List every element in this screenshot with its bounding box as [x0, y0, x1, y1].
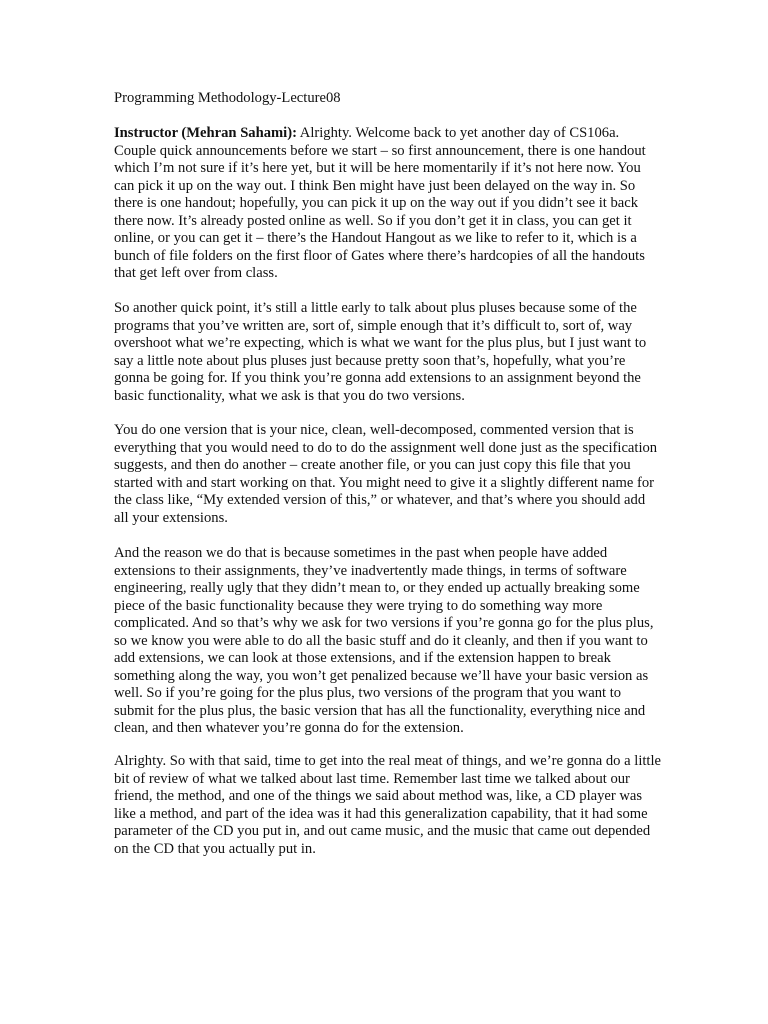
paragraph-3: You do one version that is your nice, clean, well-decomposed, commented version that is everything that you would need to do to do the assignment well done just as the specification suggests, and then do another – create another file, or you can just copy this file that you started with and start working on that. You might need to give it a slightly different name for the class like, “My extended version of this,” or whatever, and that’s where you should add all your extensions.: [114, 422, 658, 526]
paragraph-2: So another quick point, it’s still a little early to talk about plus pluses because some of the programs that you’ve written are, sort of, simple enough that it’s difficult to, sort of, way overshoot what we’re expecting, which is what we want for the plus plus, but I just want to say a little note about plus pluses just because pretty soon that’s, hopefully, what you’re gonna be going for. If you think you’re gonna add extensions to an assignment beyond the basic functionality, what we ask is that you do two versions.: [114, 300, 647, 404]
paragraph-1-text: Alrighty. Welcome back to yet another day of CS106a. Couple quick announcements before we start – so first announcement, there is one handout which I’m not sure if it’s here yet, but it will be here momentarily if it’s not here now. You can pick it up on the way out. I think Ben might have just been delayed on the way in. So there is one handout; hopefully, you can pick it up on the way out if you didn’t see it back there now. It’s already posted online as well. So if you don’t get it in class, you can get it online, or you can get it – there’s the Handout Hangout as we like to refer to it, which is a bunch of file folders on the first floor of Gates where there’s hardcopies of all the handouts that get left over from class.: [114, 125, 646, 281]
paragraph-1: [114, 125, 662, 283]
paragraph-5: Alrighty. So with that said, time to get into the real meat of things, and we’re gonna do a little bit of review of what we talked about last time. Remember last time we talked about our friend, the method, and one of the things we said about method was, like, a CD player was like a method, and part of the idea was it had this generalization capability, that it had some parameter of the CD you put in, and out came music, and the music that came out depended on the CD that you actually put in.: [114, 753, 662, 857]
speaker-label: Instructor (Mehran Sahami):: [114, 125, 297, 141]
document-title: Programming Methodology-Lecture08: [114, 90, 341, 106]
paragraph-4: And the reason we do that is because sometimes in the past when people have added extensions to their assignments, they’ve inadvertently made things, in terms of software engineering, really ugly that they didn’t mean to, or they ended up actually breaking some piece of the basic functionality because they were trying to do something way more complicated. And so that’s why we ask for two versions if you’re gonna go for the plus plus, so we know you were able to do all the basic stuff and do it cleanly, and then if you want to add extensions, we can look at those extensions, and if the extension happen to break something along the way, you won’t get penalized because we’ll have your basic version as well. So if you’re going for the plus plus, two versions of the program that you want to submit for the plus plus, the basic version that has all the functionality, everything nice and clean, and then whatever you’re gonna do for the extension.: [114, 545, 654, 736]
